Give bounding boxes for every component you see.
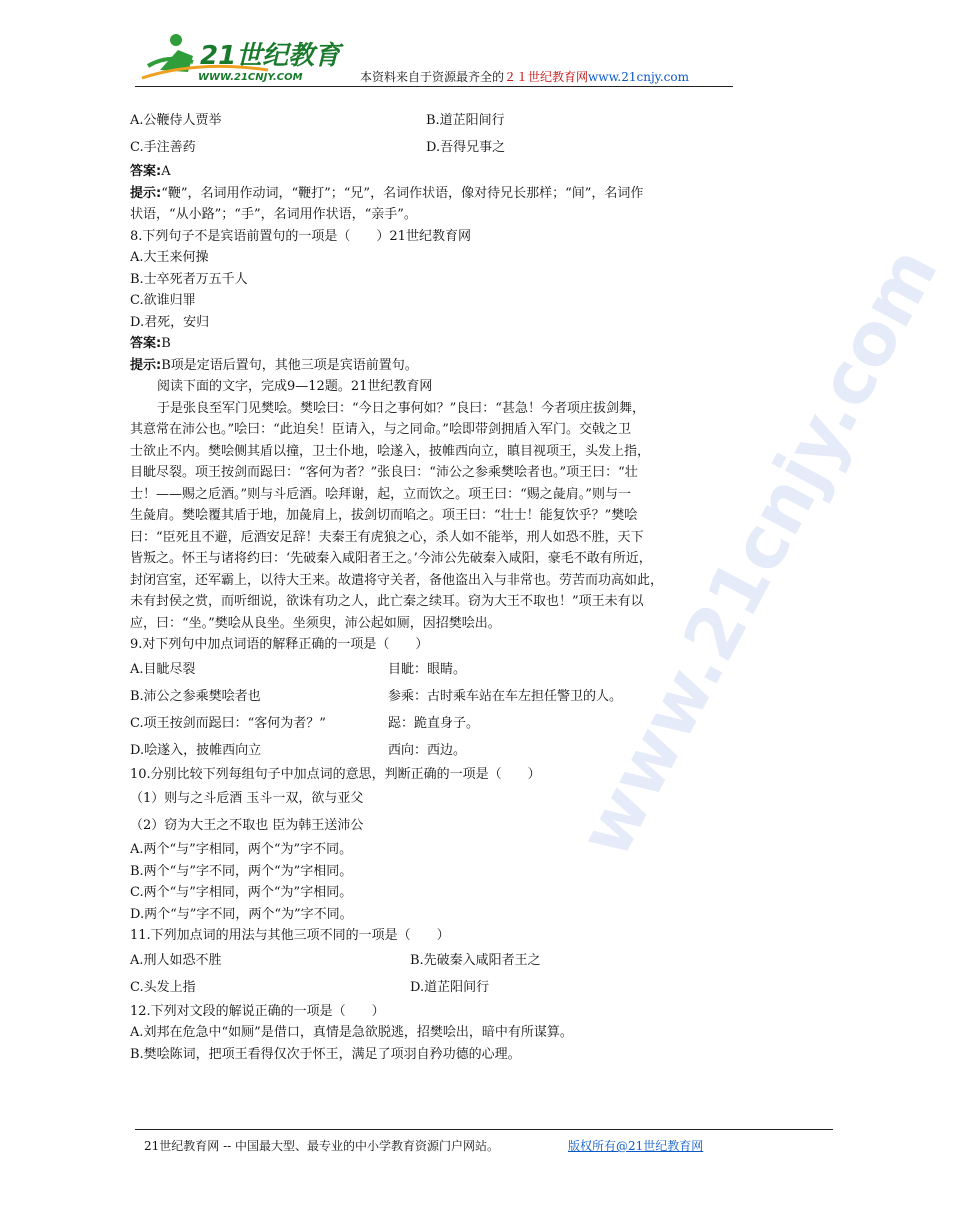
page-header [0, 0, 860, 90]
passage-line: 其意常在沛公也。”哙曰：“此迫矣！臣请入，与之同命。”哙即带剑拥盾入军门。交戟之卫 [130, 422, 631, 437]
q12-stem: 12.下列对文段的解说正确的一项是（ ） [130, 1003, 385, 1019]
q9-option-b: B.沛公之参乘樊哙者也 参乘：古时乘车站在车左担任警卫的人。 [130, 688, 623, 704]
passage-line: 目眦尽裂。项王按剑而跽曰：“客何为者？”张良曰：“沛公之参乘樊哙者也。”项王曰：“壮 [130, 465, 638, 480]
header-site-link[interactable]: www.21cnjy.com [588, 70, 689, 84]
q7-option-d: D.吾得兄事之 [426, 140, 506, 155]
q10-group-1: （1）则与之斗卮酒 玉斗一双，欲与亚父 [130, 791, 364, 806]
q11-option-c: C.头发上指 [130, 979, 196, 995]
footer-copyright-link[interactable]: 版权所有@21世纪教育网 [568, 1139, 704, 1153]
q10-option-a: A.两个“与”字相同，两个“为”字不同。 [130, 842, 353, 857]
q8-stem: 8.下列句子不是宾语前置句的一项是（ ）21世纪教育网 [130, 228, 471, 244]
q10-group-2: （2）窃为大王之不取也 臣为韩王送沛公 [130, 818, 364, 833]
q8-option-d: D.君死，安归 [130, 314, 210, 330]
q9-option-d: D.哙遂入，披帷西向立 西向：西边。 [130, 742, 467, 758]
q8-answer: 答案:B [130, 336, 171, 351]
q11-option-b: B.先破秦入咸阳者王之 [410, 952, 541, 968]
q7-hint: 提示:“鞭”，名词用作动词，“鞭打”；“兄”，名词作状语，像对待兄长那样；“间”，名词作 [130, 185, 644, 201]
header-brand: ２１世纪教育网 [504, 70, 589, 84]
q7-answer: 答案:A [130, 164, 171, 179]
q8-option-a: A.大王来何操 [130, 250, 209, 265]
passage-line: 皆叛之。怀王与诸将约曰：‘先破秦入咸阳者王之。’今沛公先破秦入咸阳，豪毛不敢有所近， [130, 551, 652, 566]
q7-options-row2 [130, 134, 740, 161]
runner-logo-icon [138, 26, 341, 88]
passage-line: 士！——赐之卮酒。”则与斗卮酒。哙拜谢，起，立而饮之。项王曰：“赐之彘肩。”则与一 [130, 486, 631, 502]
page-footer [144, 1137, 704, 1154]
header-source-text: 本资料来自于资源最齐全的２１世纪教育网www.21cnjy.com [360, 70, 689, 84]
q9-option-a: A.目眦尽裂 目眦：眼睛。 [130, 661, 467, 677]
q11-option-a: A.刑人如恐不胜 [130, 952, 222, 968]
q12-option-a: A.刘邦在危急中“如厕”是借口，真情是急欲脱逃，招樊哙出，暗中有所谋算。 [130, 1025, 573, 1040]
footer-text: 21世纪教育网 -- 中国最大型、最专业的中小学教育资源门户网站。 [144, 1139, 500, 1153]
watermark: www.21cnjy.com [562, 233, 954, 871]
q7-hint-cont: 状语，“从小路”；“手”，名词用作状语，“亲手”。 [130, 207, 417, 222]
q7-options-row1 [130, 107, 740, 134]
passage-line: 士欲止不内。樊哙侧其盾以撞，卫士仆地，哙遂入，披帷西向立，瞋目视项王，头发上指， [130, 443, 651, 459]
q10-option-d: D.两个“与”字不同，两个“为”字不同。 [130, 906, 353, 922]
q9-stem: 9.对下列句中加点词语的解释正确的一项是（ ） [130, 637, 429, 652]
passage-line: 未有封侯之赏，而听细说，欲诛有功之人，此亡秦之续耳。窃为大王不取也！”项王未有以 [130, 594, 644, 609]
q9-option-c: C.项王按剑而跽曰：“客何为者？” 跽：跪直身子。 [130, 715, 480, 731]
document-body [130, 107, 740, 1065]
passage-line: 生彘肩。樊哙覆其盾于地，加彘肩上，拔剑切而啗之。项王曰：“壮士！能复饮乎？”樊哙 [130, 508, 638, 523]
q7-option-a: A.公鞭侍人贾举 [130, 113, 222, 128]
q11-option-d: D.道芷阳间行 [410, 979, 490, 995]
q11-options-row1 [130, 947, 740, 974]
q7-option-c: C.手注善药 [130, 140, 196, 155]
passage-line: 于是张良至军门见樊哙。樊哙曰：“今日之事何如？”良曰：“甚急！今者项庄拔剑舞， [157, 400, 645, 416]
passage-intro: 阅读下面的文字，完成9—12题。21世纪教育网 [157, 379, 433, 394]
passage-line: 封闭宫室，还军霸上，以待大王来。故遣将守关者，备他盗出入与非常也。劳苦而功高如此， [130, 572, 664, 588]
q10-option-b: B.两个“与”字不同，两个“为”字相同。 [130, 863, 353, 879]
passage-line: 应，曰：“坐。”樊哙从良坐。坐须臾，沛公起如厕，因招樊哙出。 [130, 615, 501, 631]
site-logo[interactable] [138, 26, 341, 88]
svg-text:WWW.21CNJY.COM: WWW.21CNJY.COM [198, 72, 303, 83]
header-divider [135, 86, 733, 87]
q8-option-c: C.欲谁归罪 [130, 293, 196, 308]
passage-line: 曰：“臣死且不避，卮酒安足辞！夫秦王有虎狼之心，杀人如不能举，刑人如恐不胜，天下 [130, 529, 644, 545]
svg-text:21世纪教育: 21世纪教育 [200, 41, 341, 71]
footer-divider [135, 1129, 833, 1130]
q8-hint: 提示:B项是定语后置句，其他三项是宾语前置句。 [130, 357, 418, 373]
q11-options-row2 [130, 974, 740, 1001]
q11-stem: 11.下列加点词的用法与其他三项不同的一项是（ ） [130, 928, 450, 943]
q8-option-b: B.士卒死者万五千人 [130, 271, 248, 287]
q10-option-c: C.两个“与”字相同，两个“为”字相同。 [130, 885, 353, 900]
q12-option-b: B.樊哙陈词，把项王看得仅次于怀王，满足了项羽自矜功德的心理。 [130, 1046, 521, 1062]
q7-option-b: B.道芷阳间行 [426, 113, 505, 128]
q10-stem: 10.分别比较下列每组句子中加点词的意思，判断正确的一项是（ ） [130, 766, 541, 782]
